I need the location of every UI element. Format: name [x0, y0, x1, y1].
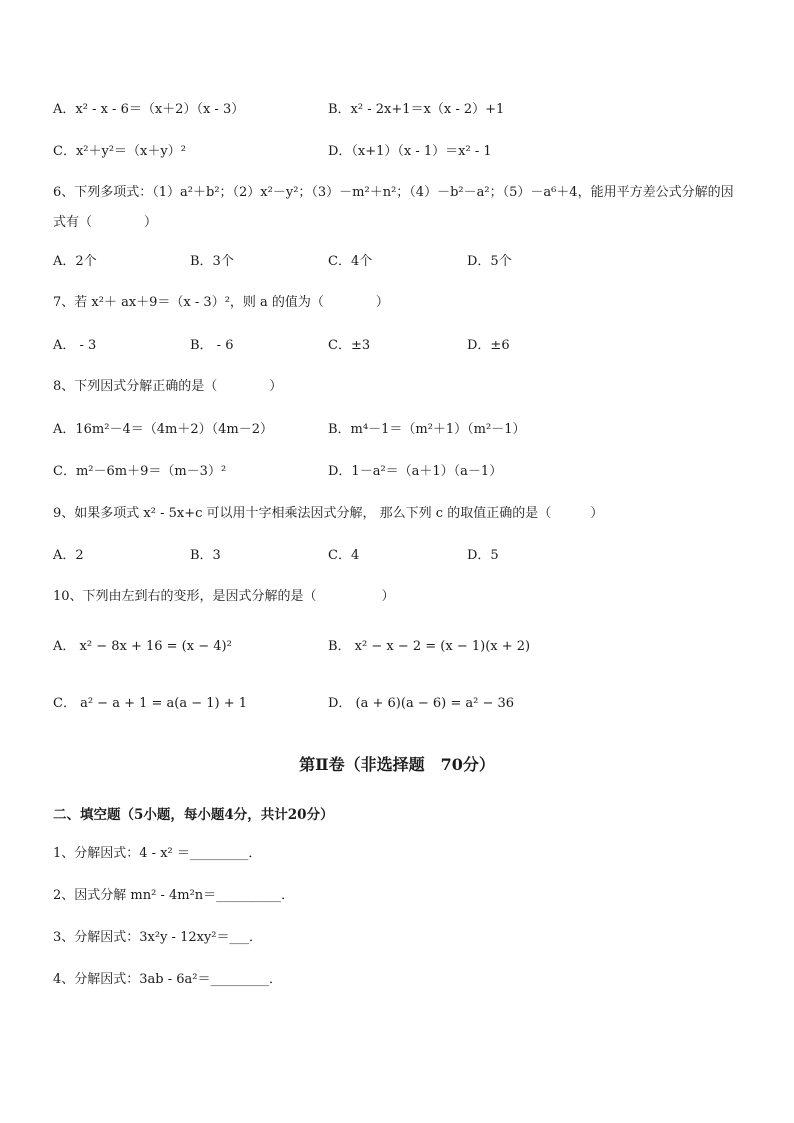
part2-title: 第Ⅱ卷（非选择题 70分） — [299, 755, 495, 774]
q5-option-c: C．x²＋y²＝（x＋y）² — [53, 144, 186, 159]
q6-option-c: C．4个 — [328, 254, 373, 269]
q9-stem: 9、如果多项式 x² - 5x+c 可以用十字相乘法因式分解， 那么下列 c 的取值正确的是（ ） — [53, 506, 604, 521]
q9-option-c: C．4 — [328, 548, 360, 563]
q5-option-a: A．x² - x - 6＝（x＋2）（x - 3） — [53, 102, 245, 117]
q5-option-b: B．x² - 2x+1＝x（x - 2）+1 — [328, 102, 505, 117]
q8-option-d: D．1－a²＝（a＋1）（a－1） — [328, 464, 503, 479]
q9-option-b: B．3 — [190, 548, 221, 563]
q7-option-d: D．±6 — [467, 338, 510, 353]
q8-option-a: A．16m²－4＝（4m＋2）（4m－2） — [53, 422, 273, 437]
q6-option-b: B．3个 — [190, 254, 234, 269]
fill-section-heading: 二、填空题（5小题，每小题4分，共计20分） — [53, 807, 334, 823]
q9-option-d: D．5 — [467, 548, 499, 563]
q6-stem: 6、下列多项式：（1）a²＋b²；（2）x²－y²；（3）－m²＋n²；（4）－b²－a²；（5）－a⁶＋4，能用平方差公式分解的因式有（ ） — [53, 185, 734, 230]
q5-option-d: D．（x+1）（x - 1）＝x² - 1 — [328, 144, 492, 159]
fill-item-3: 3、分解因式：3x²y - 12xy²＝___． — [53, 930, 263, 945]
q10-stem: 10、下列由左到右的变形，是因式分解的是（ ） — [53, 589, 395, 604]
q7-option-c: C．±3 — [328, 338, 371, 353]
q10-option-d: D． (a + 6)(a − 6) = a² − 36 — [328, 696, 515, 711]
q10-option-a: A． x² − 8x + 16 = (x − 4)² — [53, 639, 232, 654]
q7-option-b: B． - 6 — [190, 338, 234, 353]
q10-option-b: B． x² − x − 2 = (x − 1)(x + 2) — [328, 639, 531, 654]
q8-option-c: C．m²－6m＋9＝（m－3）² — [53, 464, 227, 479]
fill-item-4: 4、分解因式：3ab - 6a²＝_________． — [53, 972, 283, 987]
q6-option-a: A．2个 — [53, 254, 97, 269]
fill-item-2: 2、因式分解 mn² - 4m²n＝__________． — [53, 888, 295, 903]
q8-stem: 8、下列因式分解正确的是（ ） — [53, 379, 283, 394]
q6-option-d: D．5个 — [467, 254, 512, 269]
q10-option-c: C． a² − a + 1 = a(a − 1) + 1 — [53, 696, 248, 711]
q7-option-a: A． - 3 — [53, 338, 97, 353]
q7-stem: 7、若 x²＋ ax＋9＝（x - 3）²，则 a 的值为（ ） — [53, 295, 389, 310]
q8-option-b: B．m⁴－1＝（m²＋1）（m²－1） — [328, 422, 526, 437]
fill-item-1: 1、分解因式：4 - x² ＝_________． — [53, 846, 262, 861]
q9-option-a: A．2 — [53, 548, 84, 563]
